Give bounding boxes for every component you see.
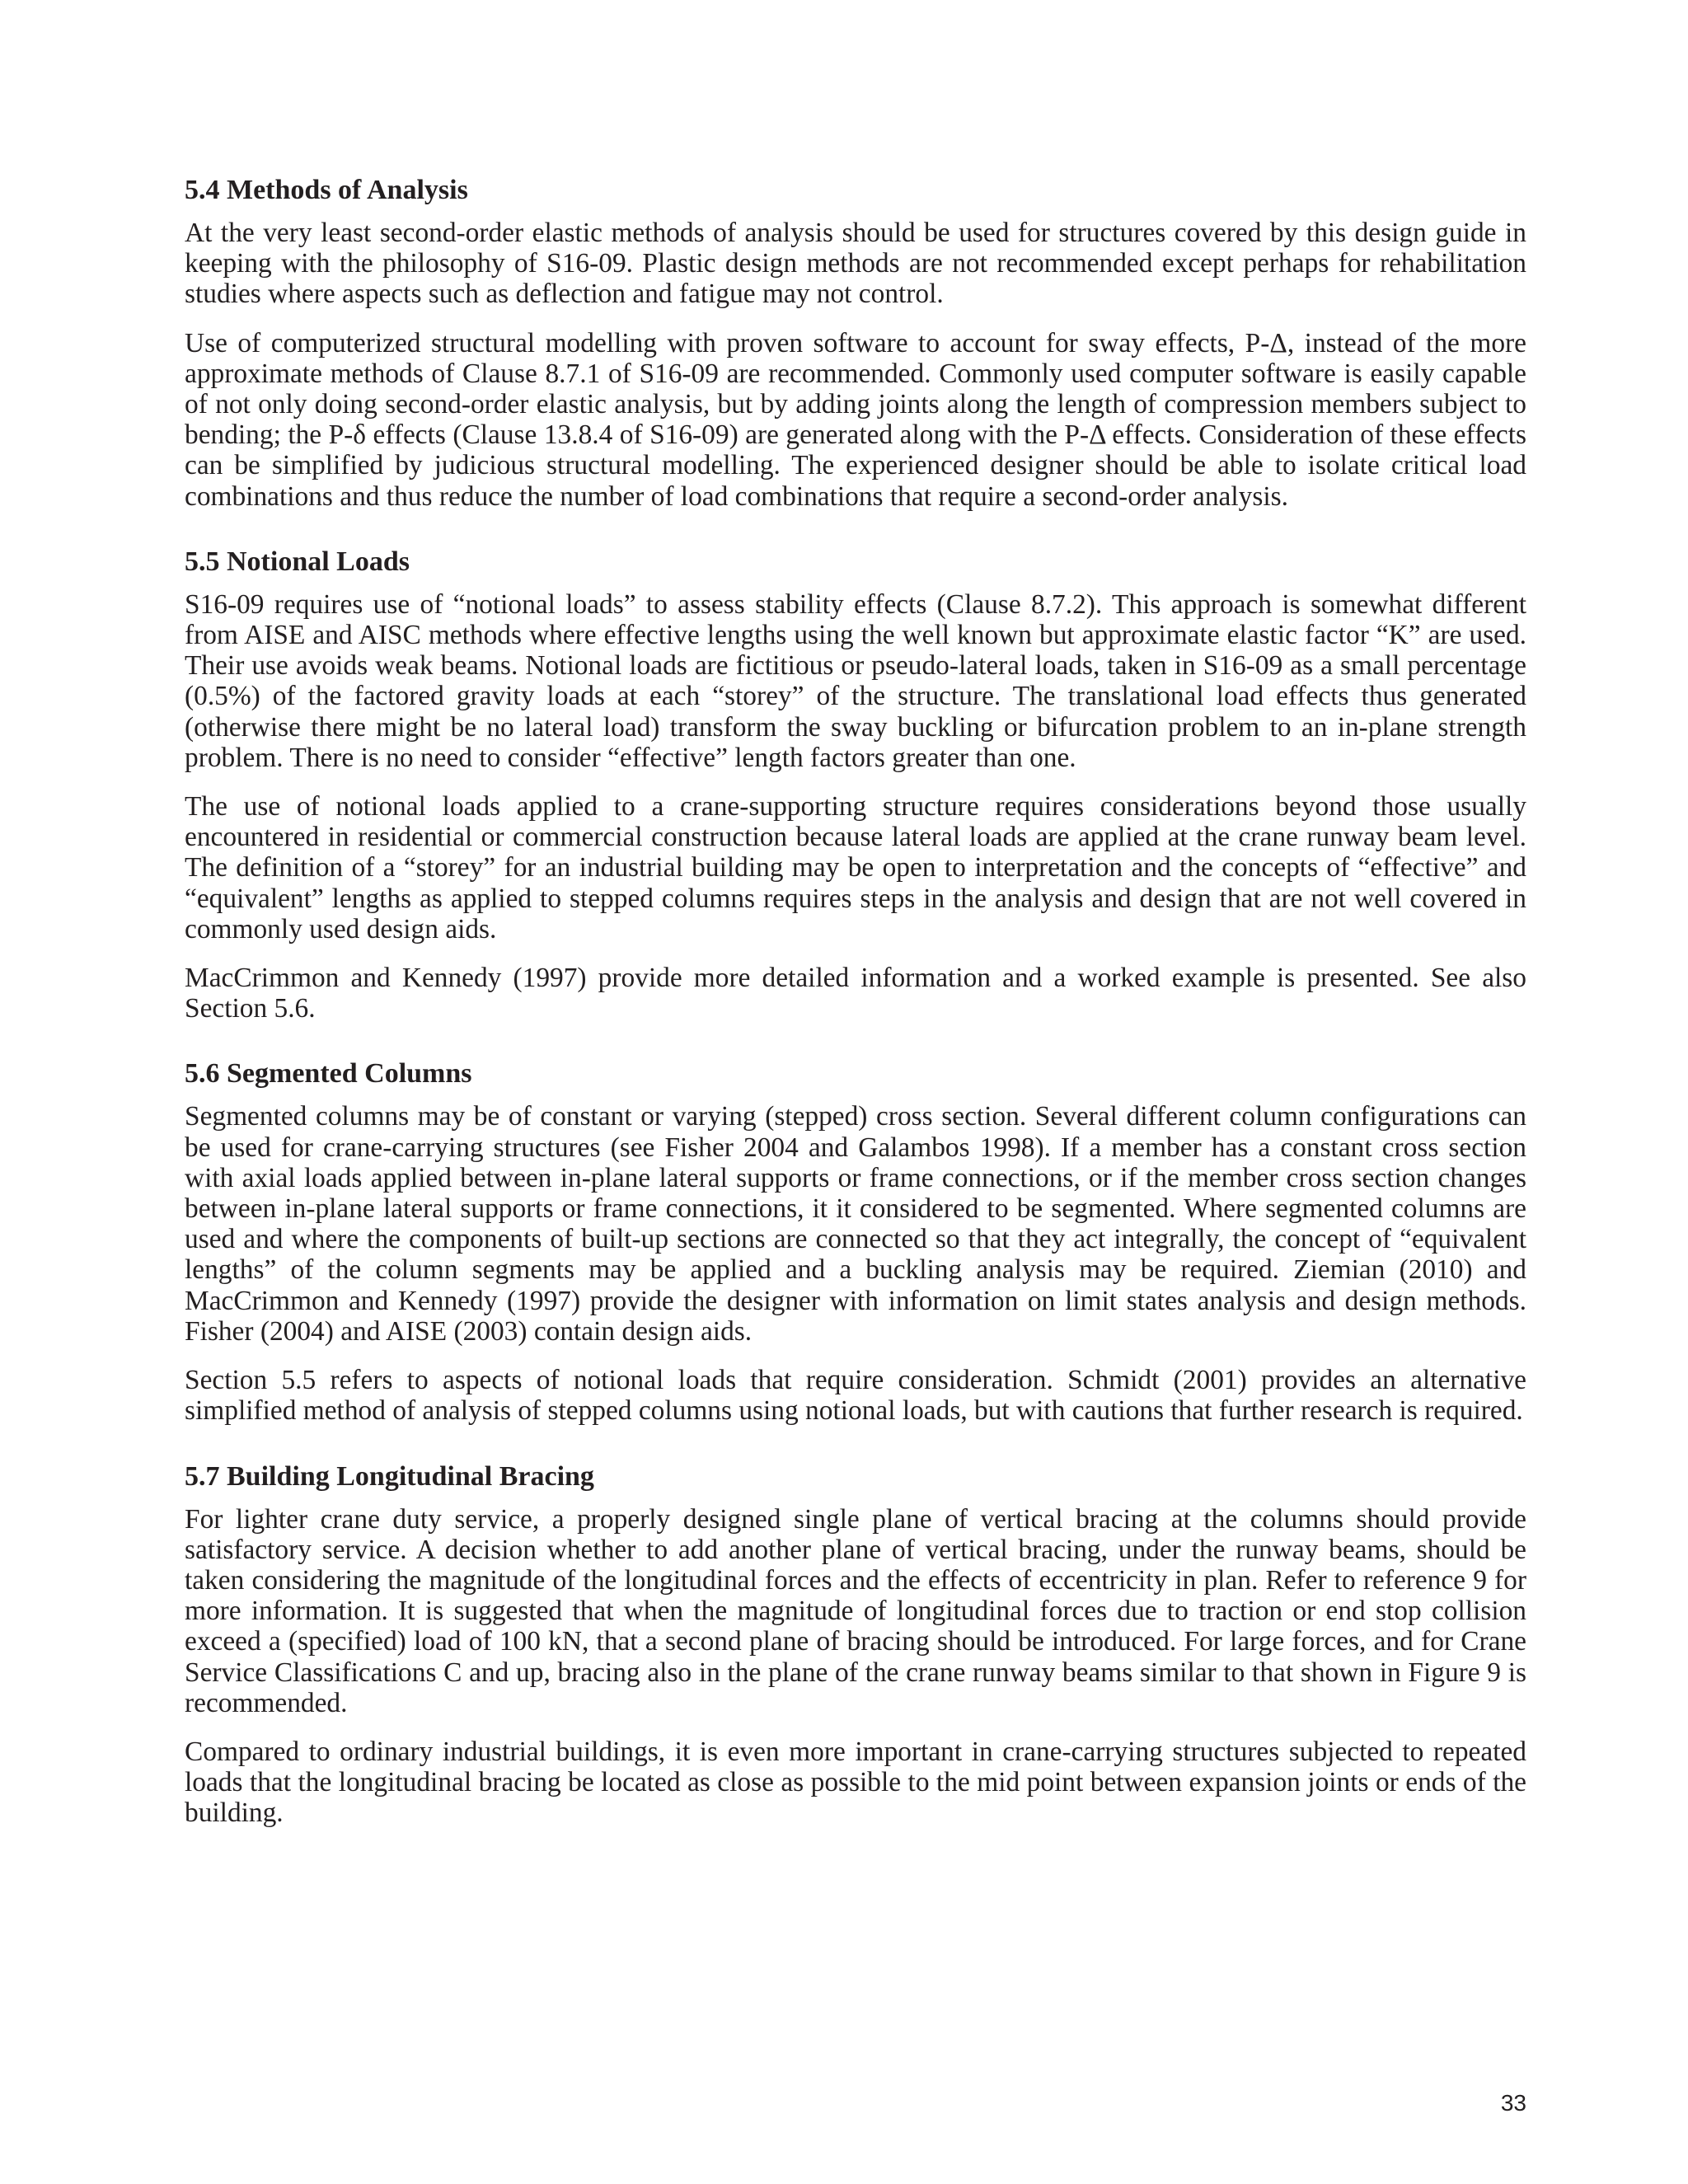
section-segmented-columns <box>185 1058 1526 1426</box>
paragraph: MacCrimmon and Kennedy (1997) provide more detailed information and a worked example is presented. See also Section 5.6. <box>185 963 1526 1024</box>
section-heading: 5.7 Building Longitudinal Bracing <box>185 1460 594 1492</box>
section-building-longitudinal-bracing <box>185 1461 1526 1829</box>
paragraph: Segmented columns may be of constant or varying (stepped) cross section. Several different column configurations can be used for crane-carrying structures (see Fisher 2004 and Galambos 1998). If a member has a constant cross section with axial loads applied between in-plane lateral supports or frame connections, or if the member cross section changes between in-plane lateral supports or frame connections, it it considered to be segmented. Where segmented columns are used and where the components of built-up sections are connected so that they act integrally, the concept of “equivalent lengths” of the column segments may be applied and a buckling analysis may be required. Ziemian (2010) and MacCrimmon and Kennedy (1997) provide the designer with information on limit states analysis and design methods. Fisher (2004) and AISE (2003) contain design aids. <box>185 1101 1526 1347</box>
section-notional-loads <box>185 546 1526 1024</box>
paragraph: The use of notional loads applied to a crane-supporting structure requires considerations beyond those usually encountered in residential or commercial construction because lateral loads are applied at the crane runway beam level. The definition of a “storey” for an industrial building may be open to interpretation and the concepts of “effective” and “equivalent” lengths as applied to stepped columns requires steps in the analysis and design that are not well covered in commonly used design aids. <box>185 791 1526 944</box>
paragraph: S16-09 requires use of “notional loads” to assess stability effects (Clause 8.7.2). This approach is somewhat different from AISE and AISC methods where effective lengths using the well known but approximate elastic factor “K” are used. Their use avoids weak beams. Notional loads are fictitious or pseudo-lateral loads, taken in S16-09 as a small percentage (0.5%) of the factored gravity loads at each “storey” of the structure. The translational load effects thus generated (otherwise there might be no lateral load) transform the sway buckling or bifurcation problem to an in-plane strength problem. There is no need to consider “effective” length factors greater than one. <box>185 588 1526 773</box>
section-heading: 5.5 Notional Loads <box>185 546 410 577</box>
page-content <box>185 175 1526 1829</box>
paragraph: At the very least second-order elastic methods of analysis should be used for structures covered by this design guide in keeping with the philosophy of S16-09. Plastic design methods are not recommended except perhaps for rehabilitation studies where aspects such as deflection and fatigue may not control. <box>185 218 1526 310</box>
paragraph: Compared to ordinary industrial buildings, it is even more important in crane-carrying structures subjected to repeated loads that the longitudinal bracing be located as close as possible to the mid point between expansion joints or ends of the building. <box>185 1736 1526 1829</box>
section-heading: 5.4 Methods of Analysis <box>185 175 468 205</box>
paragraph: Use of computerized structural modelling with proven software to account for sway effects, P-Δ, instead of the more approximate methods of Clause 8.7.1 of S16-09 are recommended. Commonly used computer software is easily capable of not only doing second-order elastic analysis, but by adding joints along the length of compression members subject to bending; the P-δ effects (Clause 13.8.4 of S16-09) are generated along with the P-Δ effects. Consideration of these effects can be simplified by judicious structural modelling. The experienced designer should be able to isolate critical load combinations and thus reduce the number of load combinations that require a second-order analysis. <box>185 327 1526 512</box>
page-number: 33 <box>1500 2090 1526 2116</box>
paragraph: For lighter crane duty service, a properly designed single plane of vertical bracing at the columns should provide satisfactory service. A decision whether to add another plane of vertical bracing, under the runway beams, should be taken considering the magnitude of the longitudinal forces and the effects of eccentricity in plan. Refer to reference 9 for more information. It is suggested that when the magnitude of longitudinal forces due to traction or end stop collision exceed a (specified) load of 100 kN, that a second plane of bracing should be introduced. For large forces, and for Crane Service Classifications C and up, bracing also in the plane of the crane runway beams similar to that shown in Figure 9 is recommended. <box>185 1503 1526 1718</box>
section-methods-of-analysis <box>185 175 1526 512</box>
section-heading: 5.6 Segmented Columns <box>185 1058 472 1090</box>
paragraph: Section 5.5 refers to aspects of notional loads that require consideration. Schmidt (2001) provides an alternative simplified method of analysis of stepped columns using notional loads, but with cautions that further research is required. <box>185 1365 1526 1427</box>
